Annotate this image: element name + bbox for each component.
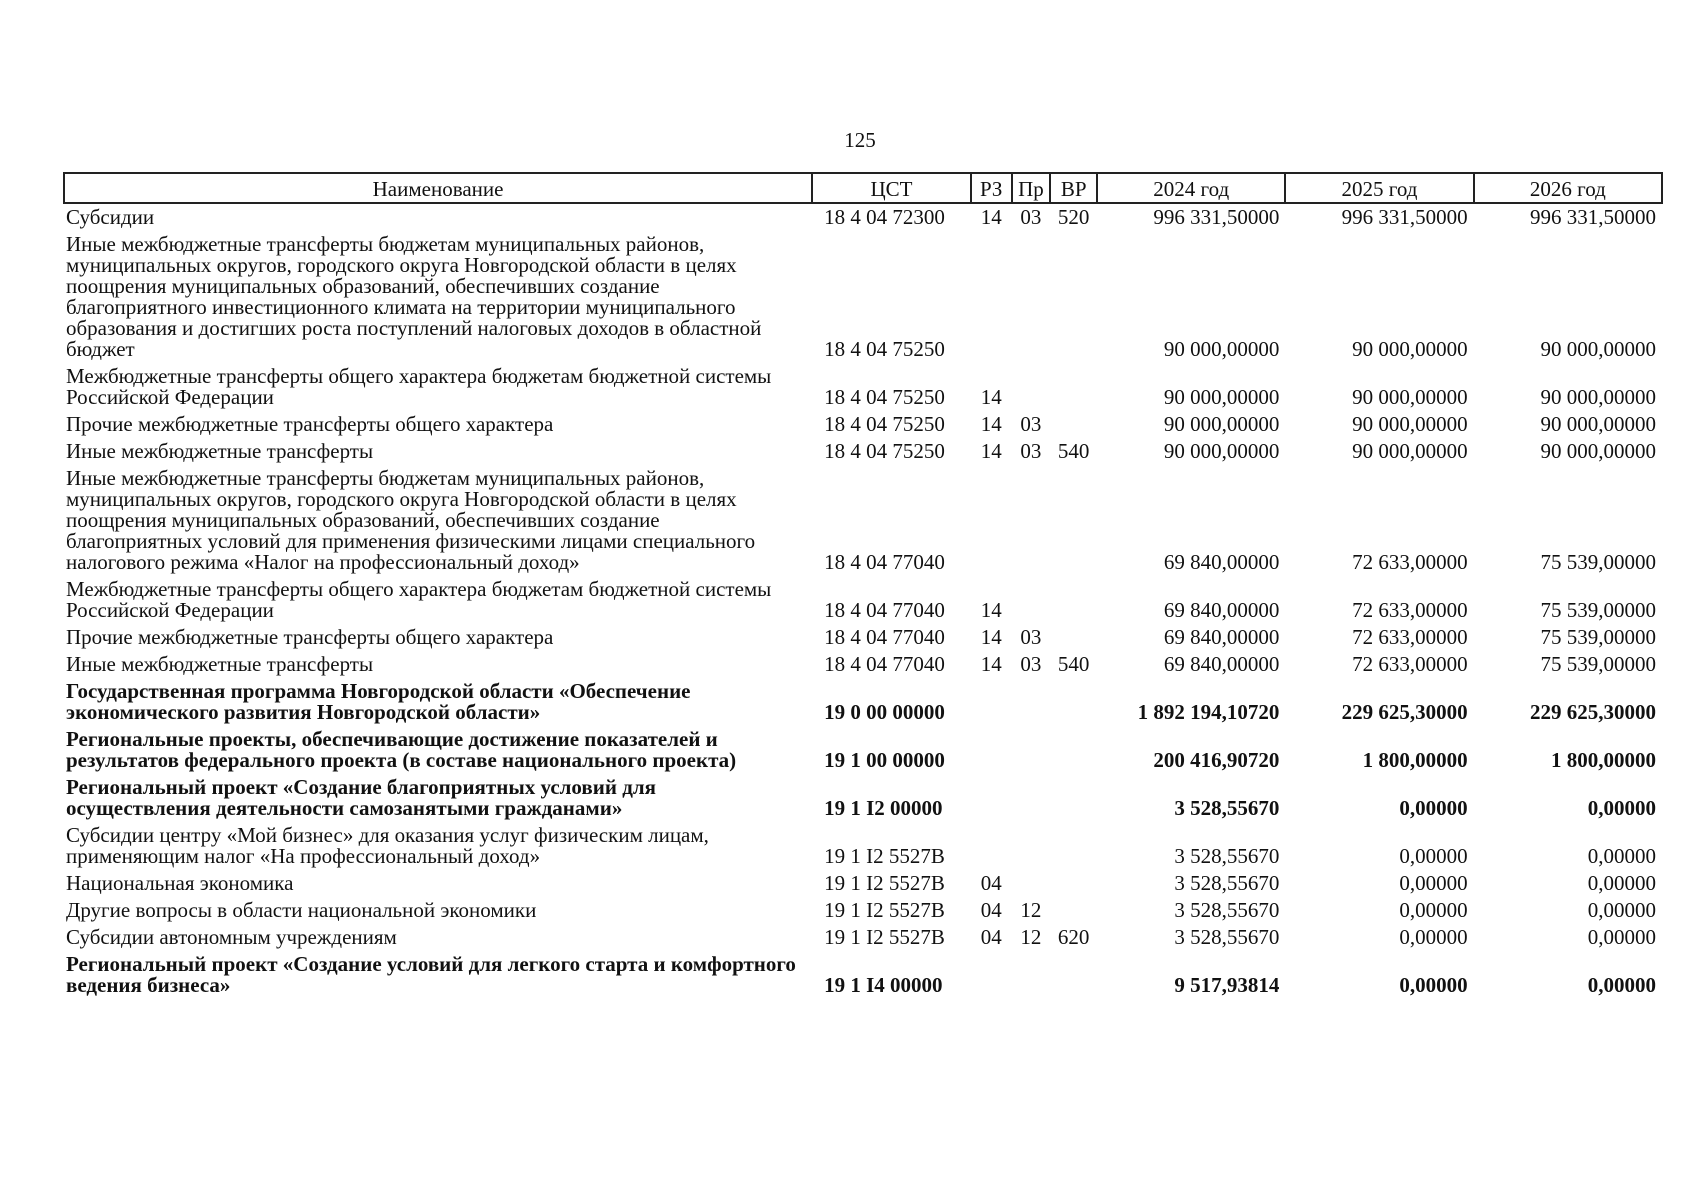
row-cst: 19 1 I2 5527B [824, 844, 945, 868]
row-2024: 3 528,55670 [1174, 925, 1280, 949]
row-cst: 18 4 04 77040 [824, 625, 945, 649]
row-2024: 996 331,50000 [1153, 205, 1280, 229]
row-vr [1050, 726, 1097, 774]
row-cst: 19 1 00 00000 [824, 748, 945, 772]
row-pr: 03 [1020, 205, 1042, 229]
row-name: Субсидии [66, 205, 155, 229]
row-vr: 520 [1057, 205, 1090, 229]
table-row [64, 465, 1662, 576]
row-pr: 12 [1020, 898, 1042, 922]
row-cst: 18 4 04 77040 [824, 652, 945, 676]
table-row [64, 897, 1662, 924]
row-2025: 90 000,00000 [1352, 412, 1468, 436]
table-row [64, 651, 1662, 678]
row-rz: 14 [980, 439, 1002, 463]
row-pr [1012, 774, 1051, 822]
row-2024: 3 528,55670 [1174, 898, 1280, 922]
row-name: Прочие межбюджетные трансферты общего характера [66, 625, 554, 649]
header-vr: ВР [1050, 173, 1097, 203]
row-2026: 90 000,00000 [1540, 412, 1656, 436]
row-2024: 69 840,00000 [1163, 625, 1280, 649]
row-2025: 0,00000 [1399, 973, 1468, 997]
row-2025: 90 000,00000 [1352, 439, 1468, 463]
row-vr [1050, 822, 1097, 870]
row-cst: 19 1 I2 5527B [824, 925, 945, 949]
row-vr [1050, 411, 1097, 438]
row-vr [1050, 231, 1097, 363]
row-name: Иные межбюджетные трансферты [66, 439, 374, 463]
row-cst: 18 4 04 75250 [824, 412, 945, 436]
row-pr: 03 [1020, 439, 1042, 463]
row-pr: 03 [1020, 625, 1042, 649]
table-header [64, 173, 1662, 203]
row-2024: 69 840,00000 [1163, 652, 1280, 676]
row-rz [971, 774, 1012, 822]
table-row [64, 870, 1662, 897]
row-2026: 0,00000 [1587, 898, 1656, 922]
row-rz: 04 [980, 898, 1002, 922]
row-cst: 18 4 04 75250 [824, 385, 945, 409]
row-2026: 0,00000 [1587, 925, 1656, 949]
header-cst: ЦСТ [812, 173, 971, 203]
row-pr [1012, 465, 1051, 576]
row-rz: 04 [980, 871, 1002, 895]
row-vr: 540 [1057, 652, 1090, 676]
row-pr [1012, 363, 1051, 411]
row-cst: 19 0 00 00000 [824, 700, 945, 724]
row-pr [1012, 678, 1051, 726]
header-pr: Пр [1012, 173, 1051, 203]
row-2025: 1 800,00000 [1362, 748, 1468, 772]
row-vr [1050, 624, 1097, 651]
row-2024: 90 000,00000 [1163, 337, 1280, 361]
row-vr [1050, 897, 1097, 924]
table-row [64, 624, 1662, 651]
row-vr [1050, 774, 1097, 822]
row-name: Прочие межбюджетные трансферты общего характера [66, 412, 554, 436]
row-2025: 90 000,00000 [1352, 385, 1468, 409]
row-rz: 14 [980, 598, 1002, 622]
row-cst: 19 1 I2 5527B [824, 898, 945, 922]
row-name: Другие вопросы в области национальной экономики [66, 898, 537, 922]
table-row [64, 411, 1662, 438]
row-2025: 90 000,00000 [1352, 337, 1468, 361]
header-row [64, 173, 1662, 203]
row-cst: 18 4 04 77040 [824, 598, 945, 622]
row-cst: 19 1 I2 00000 [824, 796, 943, 820]
row-2026: 75 539,00000 [1540, 550, 1656, 574]
row-pr: 12 [1020, 925, 1042, 949]
row-cst: 19 1 I4 00000 [824, 973, 943, 997]
header-rz: РЗ [971, 173, 1012, 203]
row-rz: 14 [980, 652, 1002, 676]
table-row [64, 576, 1662, 624]
row-name: Региональный проект «Создание условий для легкого старта и комфортного ведения бизнеса» [66, 952, 796, 997]
row-2024: 200 416,90720 [1153, 748, 1280, 772]
row-name: Субсидии автономным учреждениям [66, 925, 397, 949]
row-2024: 9 517,93814 [1174, 973, 1280, 997]
row-2024: 90 000,00000 [1163, 439, 1280, 463]
row-name: Межбюджетные трансферты общего характера бюджетам бюджетной системы Российской Федерации [66, 364, 772, 409]
row-2024: 3 528,55670 [1174, 844, 1280, 868]
row-rz [971, 231, 1012, 363]
row-pr: 03 [1020, 652, 1042, 676]
table-body [64, 203, 1662, 999]
row-2026: 75 539,00000 [1540, 625, 1656, 649]
row-2025: 72 633,00000 [1352, 652, 1468, 676]
row-cst: 18 4 04 75250 [824, 439, 945, 463]
row-2025: 0,00000 [1399, 871, 1468, 895]
row-cst: 18 4 04 75250 [824, 337, 945, 361]
table-row [64, 924, 1662, 951]
row-rz [971, 726, 1012, 774]
row-2026: 0,00000 [1587, 973, 1656, 997]
row-2024: 90 000,00000 [1163, 412, 1280, 436]
row-vr: 620 [1057, 925, 1090, 949]
row-cst: 18 4 04 77040 [824, 550, 945, 574]
row-rz [971, 465, 1012, 576]
row-2026: 0,00000 [1587, 844, 1656, 868]
row-2026: 0,00000 [1587, 871, 1656, 895]
row-2025: 0,00000 [1399, 925, 1468, 949]
row-2026: 229 625,30000 [1530, 700, 1656, 724]
row-2026: 1 800,00000 [1551, 748, 1656, 772]
header-name: Наименование [64, 173, 812, 203]
table-row [64, 678, 1662, 726]
row-2026: 75 539,00000 [1540, 652, 1656, 676]
row-cst: 19 1 I2 5527B [824, 871, 945, 895]
table-row [64, 438, 1662, 465]
row-vr [1050, 678, 1097, 726]
row-vr [1050, 951, 1097, 999]
row-rz [971, 822, 1012, 870]
table-row [64, 774, 1662, 822]
table-row [64, 363, 1662, 411]
row-cst: 18 4 04 72300 [824, 205, 945, 229]
row-name: Межбюджетные трансферты общего характера бюджетам бюджетной системы Российской Федерации [66, 577, 772, 622]
row-rz [971, 951, 1012, 999]
header-2025: 2025 год [1285, 173, 1473, 203]
row-pr [1012, 231, 1051, 363]
row-rz: 14 [980, 205, 1002, 229]
row-2025: 0,00000 [1399, 898, 1468, 922]
row-vr [1050, 465, 1097, 576]
row-2024: 1 892 194,10720 [1137, 700, 1280, 724]
row-2026: 75 539,00000 [1540, 598, 1656, 622]
row-2024: 69 840,00000 [1163, 550, 1280, 574]
row-2025: 0,00000 [1399, 796, 1468, 820]
row-name: Субсидии центру «Мой бизнес» для оказания услуг физическим лицам, применяющим налог «На профессиональный доход» [66, 823, 709, 868]
row-pr [1012, 726, 1051, 774]
row-pr [1012, 870, 1051, 897]
row-pr [1012, 822, 1051, 870]
row-vr [1050, 363, 1097, 411]
row-2026: 90 000,00000 [1540, 439, 1656, 463]
row-2026: 0,00000 [1587, 796, 1656, 820]
table-row [64, 726, 1662, 774]
row-pr [1012, 576, 1051, 624]
row-pr [1012, 951, 1051, 999]
row-2025: 996 331,50000 [1341, 205, 1468, 229]
row-vr [1050, 576, 1097, 624]
budget-table [63, 172, 1663, 999]
row-2025: 229 625,30000 [1341, 700, 1468, 724]
row-name: Государственная программа Новгородской области «Обеспечение экономического развития Новгородской области» [66, 679, 691, 724]
row-name: Иные межбюджетные трансферты бюджетам муниципальных районов, муниципальных округов, городского округа Новгородской области в целях поощрения муниципальных образований, обеспечивших создание благоприятных условий для применения физическими лицами специального налогового режима «Налог на профессиональный доход» [66, 466, 756, 574]
row-name: Иные межбюджетные трансферты бюджетам муниципальных районов, муниципальных округов, городского округа Новгородской области в целях поощрения муниципальных образований, обеспечивших создание благоприятного инвестиционного климата на территории муниципального образования и достигших роста поступлений налоговых доходов в областной бюджет [66, 232, 762, 361]
header-2026: 2026 год [1474, 173, 1662, 203]
row-rz: 04 [980, 925, 1002, 949]
row-vr [1050, 870, 1097, 897]
table-row [64, 203, 1662, 231]
row-rz: 14 [980, 625, 1002, 649]
row-2024: 3 528,55670 [1174, 871, 1280, 895]
table-row [64, 822, 1662, 870]
row-2025: 0,00000 [1399, 844, 1468, 868]
row-rz [971, 678, 1012, 726]
table-row [64, 951, 1662, 999]
row-2024: 3 528,55670 [1174, 796, 1280, 820]
row-name: Национальная экономика [66, 871, 294, 895]
row-pr: 03 [1020, 412, 1042, 436]
row-2024: 69 840,00000 [1163, 598, 1280, 622]
page-number: 125 [844, 128, 876, 152]
table-row [64, 231, 1662, 363]
header-2024: 2024 год [1097, 173, 1285, 203]
row-2026: 90 000,00000 [1540, 337, 1656, 361]
row-2024: 90 000,00000 [1163, 385, 1280, 409]
row-2026: 90 000,00000 [1540, 385, 1656, 409]
row-2026: 996 331,50000 [1530, 205, 1656, 229]
row-rz: 14 [980, 412, 1002, 436]
row-name: Иные межбюджетные трансферты [66, 652, 374, 676]
row-rz: 14 [980, 385, 1002, 409]
row-name: Региональные проекты, обеспечивающие достижение показателей и результатов федерального проекта (в составе национального проекта) [66, 727, 737, 772]
row-2025: 72 633,00000 [1352, 625, 1468, 649]
row-2025: 72 633,00000 [1352, 598, 1468, 622]
row-vr: 540 [1057, 439, 1090, 463]
row-name: Региональный проект «Создание благоприятных условий для осуществления деятельности самозанятыми гражданами» [66, 775, 656, 820]
row-2025: 72 633,00000 [1352, 550, 1468, 574]
